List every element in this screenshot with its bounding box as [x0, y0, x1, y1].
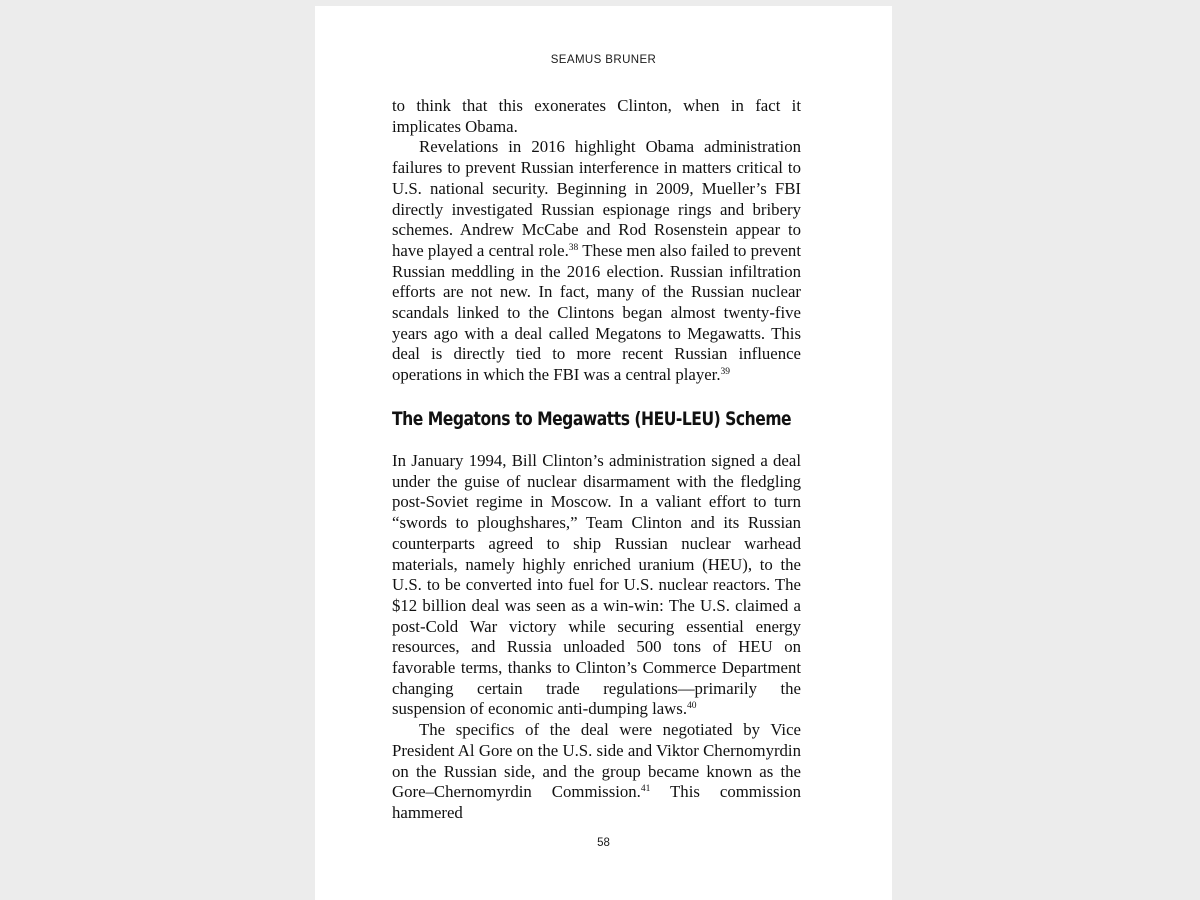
body-text-bottom [392, 451, 801, 824]
paragraph: to think that this exonerates Clinton, when in fact it implicates Obama. [392, 96, 801, 136]
paragraph: The specifics of the deal were negotiated by Vice President Al Gore on the U.S. side and Viktor Chernomyrdin on the Russian side, and the group became known as the Gore–Chernomyrdin Commission.$^{41}$ This commission hammered [392, 720, 801, 822]
page-number: 58 [597, 837, 610, 849]
book-page [315, 6, 892, 900]
footnote-marker: 41 [640, 784, 651, 795]
footnote-marker: 39 [720, 367, 731, 378]
body-text-top [392, 96, 801, 386]
running-head: SEAMUS BRUNER [550, 54, 657, 66]
paragraph: In January 1994, Bill Clinton’s administration signed a deal under the guise of nuclear disarmament with the fledgling post-Soviet regime in Moscow. In a valiant effort to turn “swords to ploughshares,” Team Clinton and its Russian counterparts agreed to ship Russian nuclear warhead materials, namely highly enriched uranium (HEU), to the U.S. to be converted into fuel for U.S. nuclear reactors. The $12 billion deal was seen as a win-win: The U.S. claimed a post-Cold War victory while securing essential energy resources, and Russia unloaded 500 tons of HEU on favorable terms, thanks to Clinton’s Commerce Department changing certain trade regulations—primarily the suspension of economic anti-dumping laws.$^{40}$ [392, 451, 801, 719]
paragraph: Revelations in 2016 highlight Obama administration failures to prevent Russian interference in matters critical to U.S. national security. Beginning in 2009, Mueller’s FBI directly investigated Russian espionage rings and bribery schemes. Andrew McCabe and Rod Rosenstein appear to have played a central role.$^{38}$ These men also failed to prevent Russian meddling in the 2016 election. Russian infiltration efforts are not new. In fact, many of the Russian nuclear scandals linked to the Clintons began almost twenty-five years ago with a deal called Megatons to Megawatts. This deal is directly tied to more recent Russian influence operations in which the FBI was a central player.$^{39}$ [392, 137, 801, 385]
footnote-marker: 40 [687, 701, 697, 712]
section-heading: The Megatons to Megawatts (HEU-LEU) Scheme [392, 408, 792, 430]
footnote-marker: 38 [568, 242, 579, 253]
